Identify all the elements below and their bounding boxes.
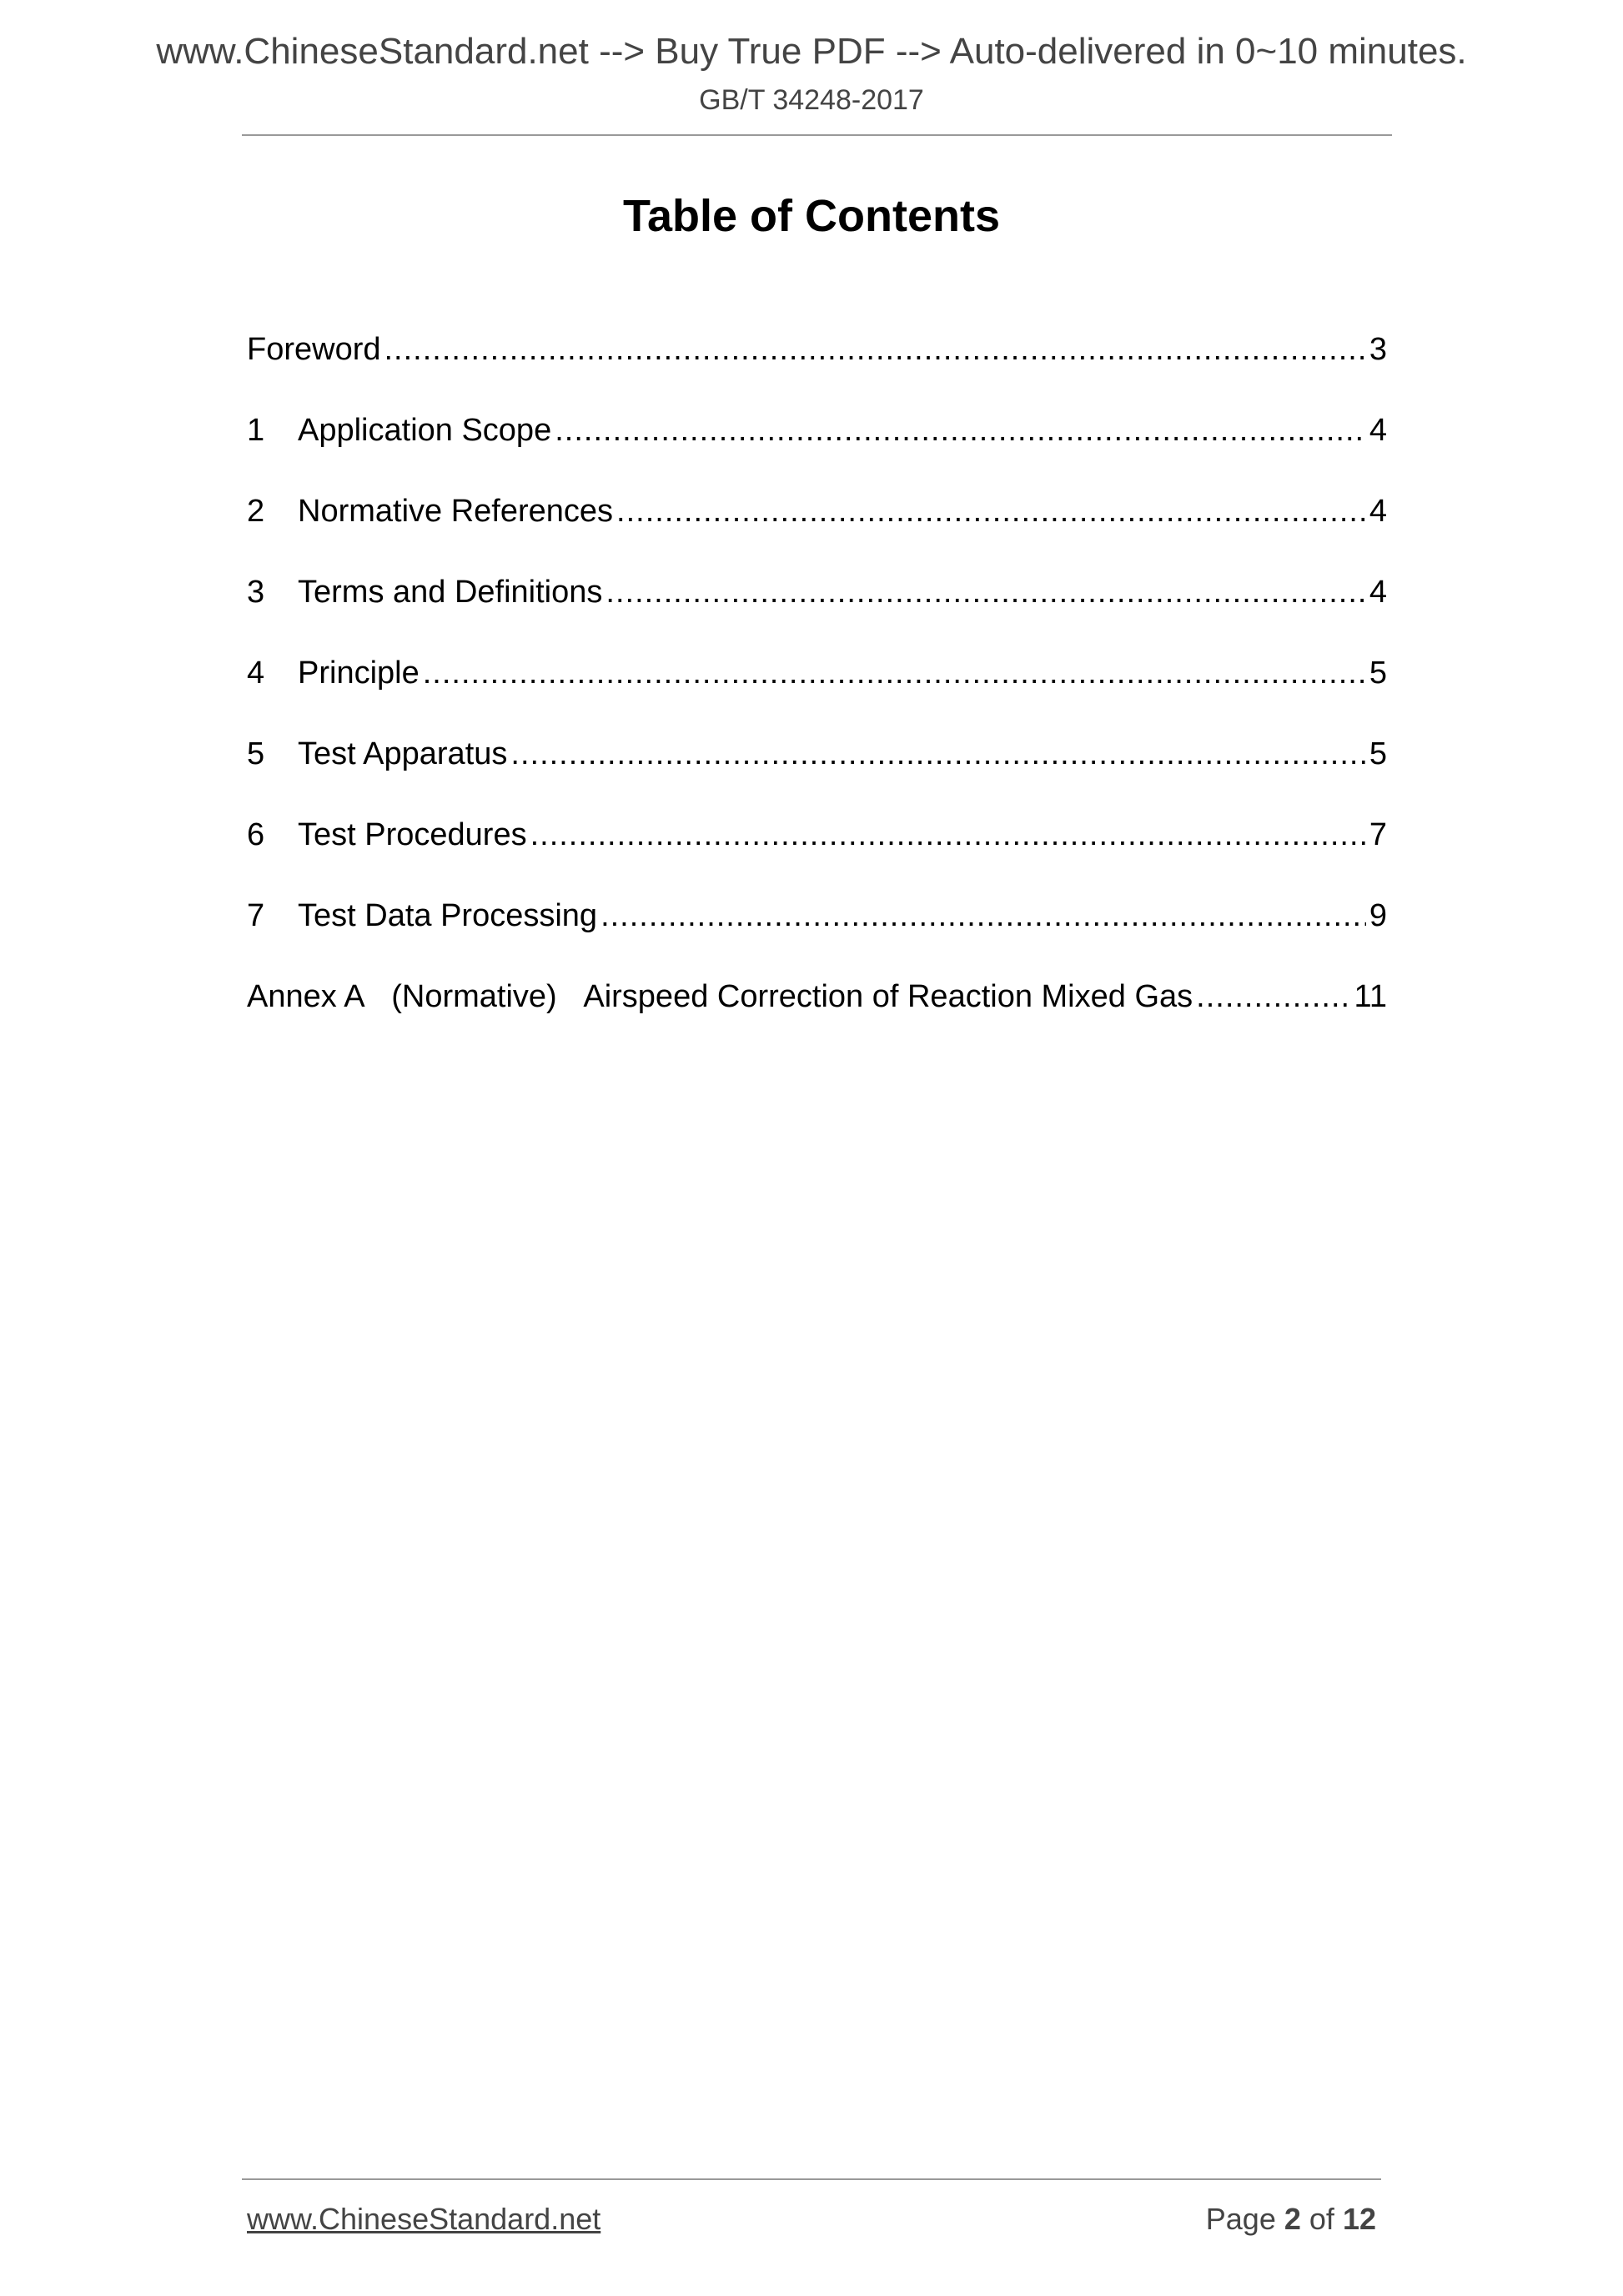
toc-entry[interactable]	[247, 332, 1387, 413]
toc-entry-number: 4	[247, 656, 265, 691]
toc-dot-leader	[1196, 979, 1350, 1015]
toc-entry-page: 4	[1369, 575, 1387, 610]
toc-entry[interactable]	[247, 817, 1387, 898]
toc-entry-number: 3	[247, 575, 265, 610]
page-indicator	[1206, 2202, 1376, 2237]
toc-entry-number: 6	[247, 817, 265, 852]
toc-entry-number: 2	[247, 494, 265, 529]
toc-entry[interactable]	[247, 898, 1387, 979]
total-pages: 12	[1342, 2202, 1376, 2236]
toc-entry-page: 5	[1369, 736, 1387, 771]
toc-entry-page: 3	[1369, 332, 1387, 367]
toc-entry[interactable]	[247, 413, 1387, 494]
toc-entry-page: 4	[1369, 494, 1387, 529]
toc-dot-leader	[423, 656, 1366, 691]
document-number: GB/T 34248-2017	[699, 84, 924, 116]
toc-entry[interactable]	[247, 979, 1387, 1060]
toc-entry-page: 9	[1369, 898, 1387, 933]
toc-dot-leader	[600, 898, 1366, 934]
table-of-contents	[247, 332, 1387, 1060]
header-divider	[242, 134, 1392, 136]
current-page: 2	[1284, 2202, 1301, 2236]
toc-entry-page: 11	[1354, 979, 1387, 1014]
toc-entry[interactable]	[247, 736, 1387, 817]
toc-entry-label: Test Procedures	[298, 817, 527, 852]
toc-entry-label: Annex A (Normative) Airspeed Correction of Reaction Mixed Gas	[247, 979, 1193, 1014]
toc-entry-label: Normative References	[298, 494, 614, 529]
page-of: of	[1309, 2202, 1334, 2236]
toc-entry-number: 1	[247, 413, 265, 448]
toc-entry[interactable]	[247, 656, 1387, 736]
page-prefix: Page	[1205, 2202, 1276, 2236]
toc-entry[interactable]	[247, 575, 1387, 656]
toc-entry-label: Terms and Definitions	[298, 575, 603, 610]
toc-entry-page: 5	[1369, 656, 1387, 691]
toc-entry-label: Test Apparatus	[298, 736, 508, 771]
toc-dot-leader	[555, 413, 1366, 449]
toc-dot-leader	[605, 575, 1365, 610]
toc-entry-label: Principle	[298, 656, 420, 691]
footer-divider	[242, 2178, 1381, 2180]
toc-dot-leader	[616, 494, 1366, 530]
toc-entry[interactable]	[247, 494, 1387, 575]
toc-entry-label: Test Data Processing	[298, 898, 598, 933]
page-title: Table of Contents	[623, 191, 1000, 241]
toc-dot-leader	[510, 736, 1365, 772]
toc-entry-number: 5	[247, 736, 265, 771]
toc-entry-number: 7	[247, 898, 265, 933]
footer-website-link[interactable]: www.ChineseStandard.net	[247, 2202, 601, 2236]
toc-entry-label: Foreword	[247, 332, 381, 367]
toc-entry-page: 7	[1369, 817, 1387, 852]
header-banner: www.ChineseStandard.net --> Buy True PDF --> Auto-delivered in 0~10 minutes.	[156, 31, 1467, 72]
toc-entry-page: 4	[1369, 413, 1387, 448]
toc-entry-label: Application Scope	[298, 413, 552, 448]
toc-dot-leader	[384, 332, 1366, 368]
toc-dot-leader	[530, 817, 1366, 853]
